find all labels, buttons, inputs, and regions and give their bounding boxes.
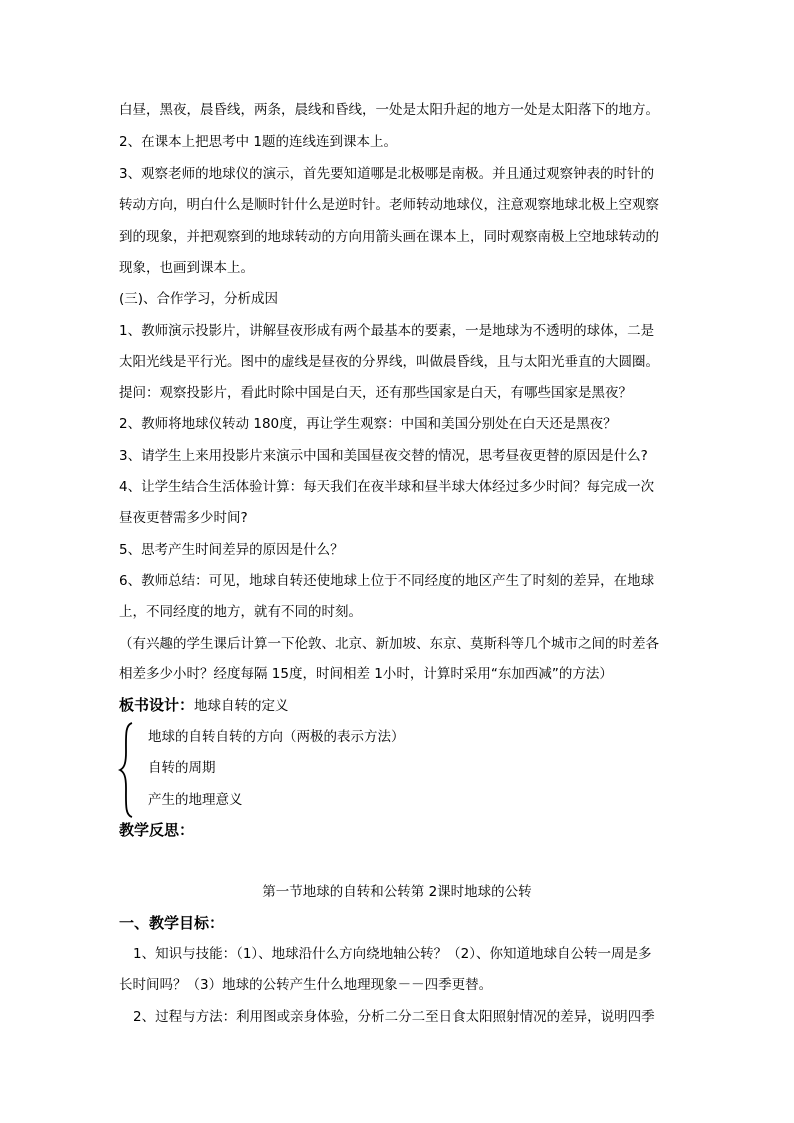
paragraph-line: 1、教师演示投影片，讲解昼夜形成有两个最基本的要素，一是地球为不透明的球体，二是 — [119, 323, 655, 339]
reflection-heading: 教学反思： — [119, 821, 195, 839]
paragraph-line: 长时间吗？（3）地球的公转产生什么地理现象－－四季更替。 — [119, 977, 493, 993]
paragraph-line: 1、知识与技能：（1）、地球沿什么方向绕地轴公转？（2）、你知道地球自公转一周是多 — [133, 946, 652, 962]
paragraph-line: 太阳光线是平行光。图中的虚线是昼夜的分界线，叫做晨昏线，且与太阳光垂直的大圆圈。 — [119, 354, 659, 370]
curly-brace — [118, 722, 138, 818]
paragraph-line: 2、在课本上把思考中 1题的连线连到课本上。 — [119, 134, 397, 150]
section-title: 第一节地球的自转和公转第 2课时地球的公转 — [262, 884, 532, 900]
paragraph-line: 5、思考产生时间差异的原因是什么？ — [119, 542, 344, 558]
section-heading: (三)、合作学习，分析成因 — [119, 291, 279, 307]
board-item: 地球的自转自转的方向（两极的表示方法） — [148, 729, 405, 745]
board-design — [119, 695, 689, 716]
paragraph-line: 3、观察老师的地球仪的演示，首先要知道哪是北极哪是南极。并且通过观察钟表的时针的 — [119, 166, 655, 182]
paragraph-line: 上，不同经度的地方，就有不同的时刻。 — [119, 604, 362, 620]
paragraph-line: 提问：观察投影片，看此时除中国是白天，还有那些国家是白天，有哪些国家是黑夜？ — [119, 385, 632, 401]
paragraph-line: 白昼，黑夜，晨昏线，两条，晨线和昏线，一处是太阳升起的地方一处是太阳落下的地方。 — [119, 102, 659, 118]
board-design-text: 地球自转的定义 — [194, 698, 289, 714]
paragraph-line: （有兴趣的学生课后计算一下伦敦、北京、新加坡、东京、莫斯科等几个城市之间的时差各 — [119, 636, 659, 652]
board-item: 产生的地理意义 — [148, 792, 243, 808]
objectives-heading: 一、教学目标： — [119, 914, 225, 932]
paragraph-line: 现象，也画到课本上。 — [119, 260, 254, 276]
paragraph-line: 到的现象，并把观察到的地球转动的方向用箭头画在课本上，同时观察南极上空地球转动的 — [119, 229, 659, 245]
board-design-label: 板书设计： — [119, 696, 195, 714]
paragraph-line: 相差多少小时？经度每隔 15度，时间相差 1小时，计算时采用“东加西减”的方法） — [119, 666, 613, 682]
paragraph-line: 6、教师总结：可见，地球自转还使地球上位于不同经度的地区产生了时刻的差异，在地球 — [119, 573, 655, 589]
paragraph-line: 转动方向，明白什么是顺时针什么是逆时针。老师转动地球仪，注意观察地球北极上空观察 — [119, 197, 659, 213]
paragraph-line: 2、教师将地球仪转动 180度，再让学生观察：中国和美国分别处在白天还是黑夜？ — [119, 416, 617, 432]
paragraph-line: 昼夜更替需多少时间? — [119, 510, 248, 526]
paragraph-line: 4、让学生结合生活体验计算：每天我们在夜半球和昼半球大体经过多少时间？每完成一次 — [119, 479, 655, 495]
paragraph-line: 3、请学生上来用投影片来演示中国和美国昼夜交替的情况，思考昼夜更替的原因是什么? — [119, 448, 648, 464]
paragraph-line: 2、过程与方法：利用图或亲身体验，分析二分二至日食太阳照射情况的差异，说明四季 — [133, 1009, 655, 1025]
board-item: 自转的周期 — [148, 760, 216, 776]
